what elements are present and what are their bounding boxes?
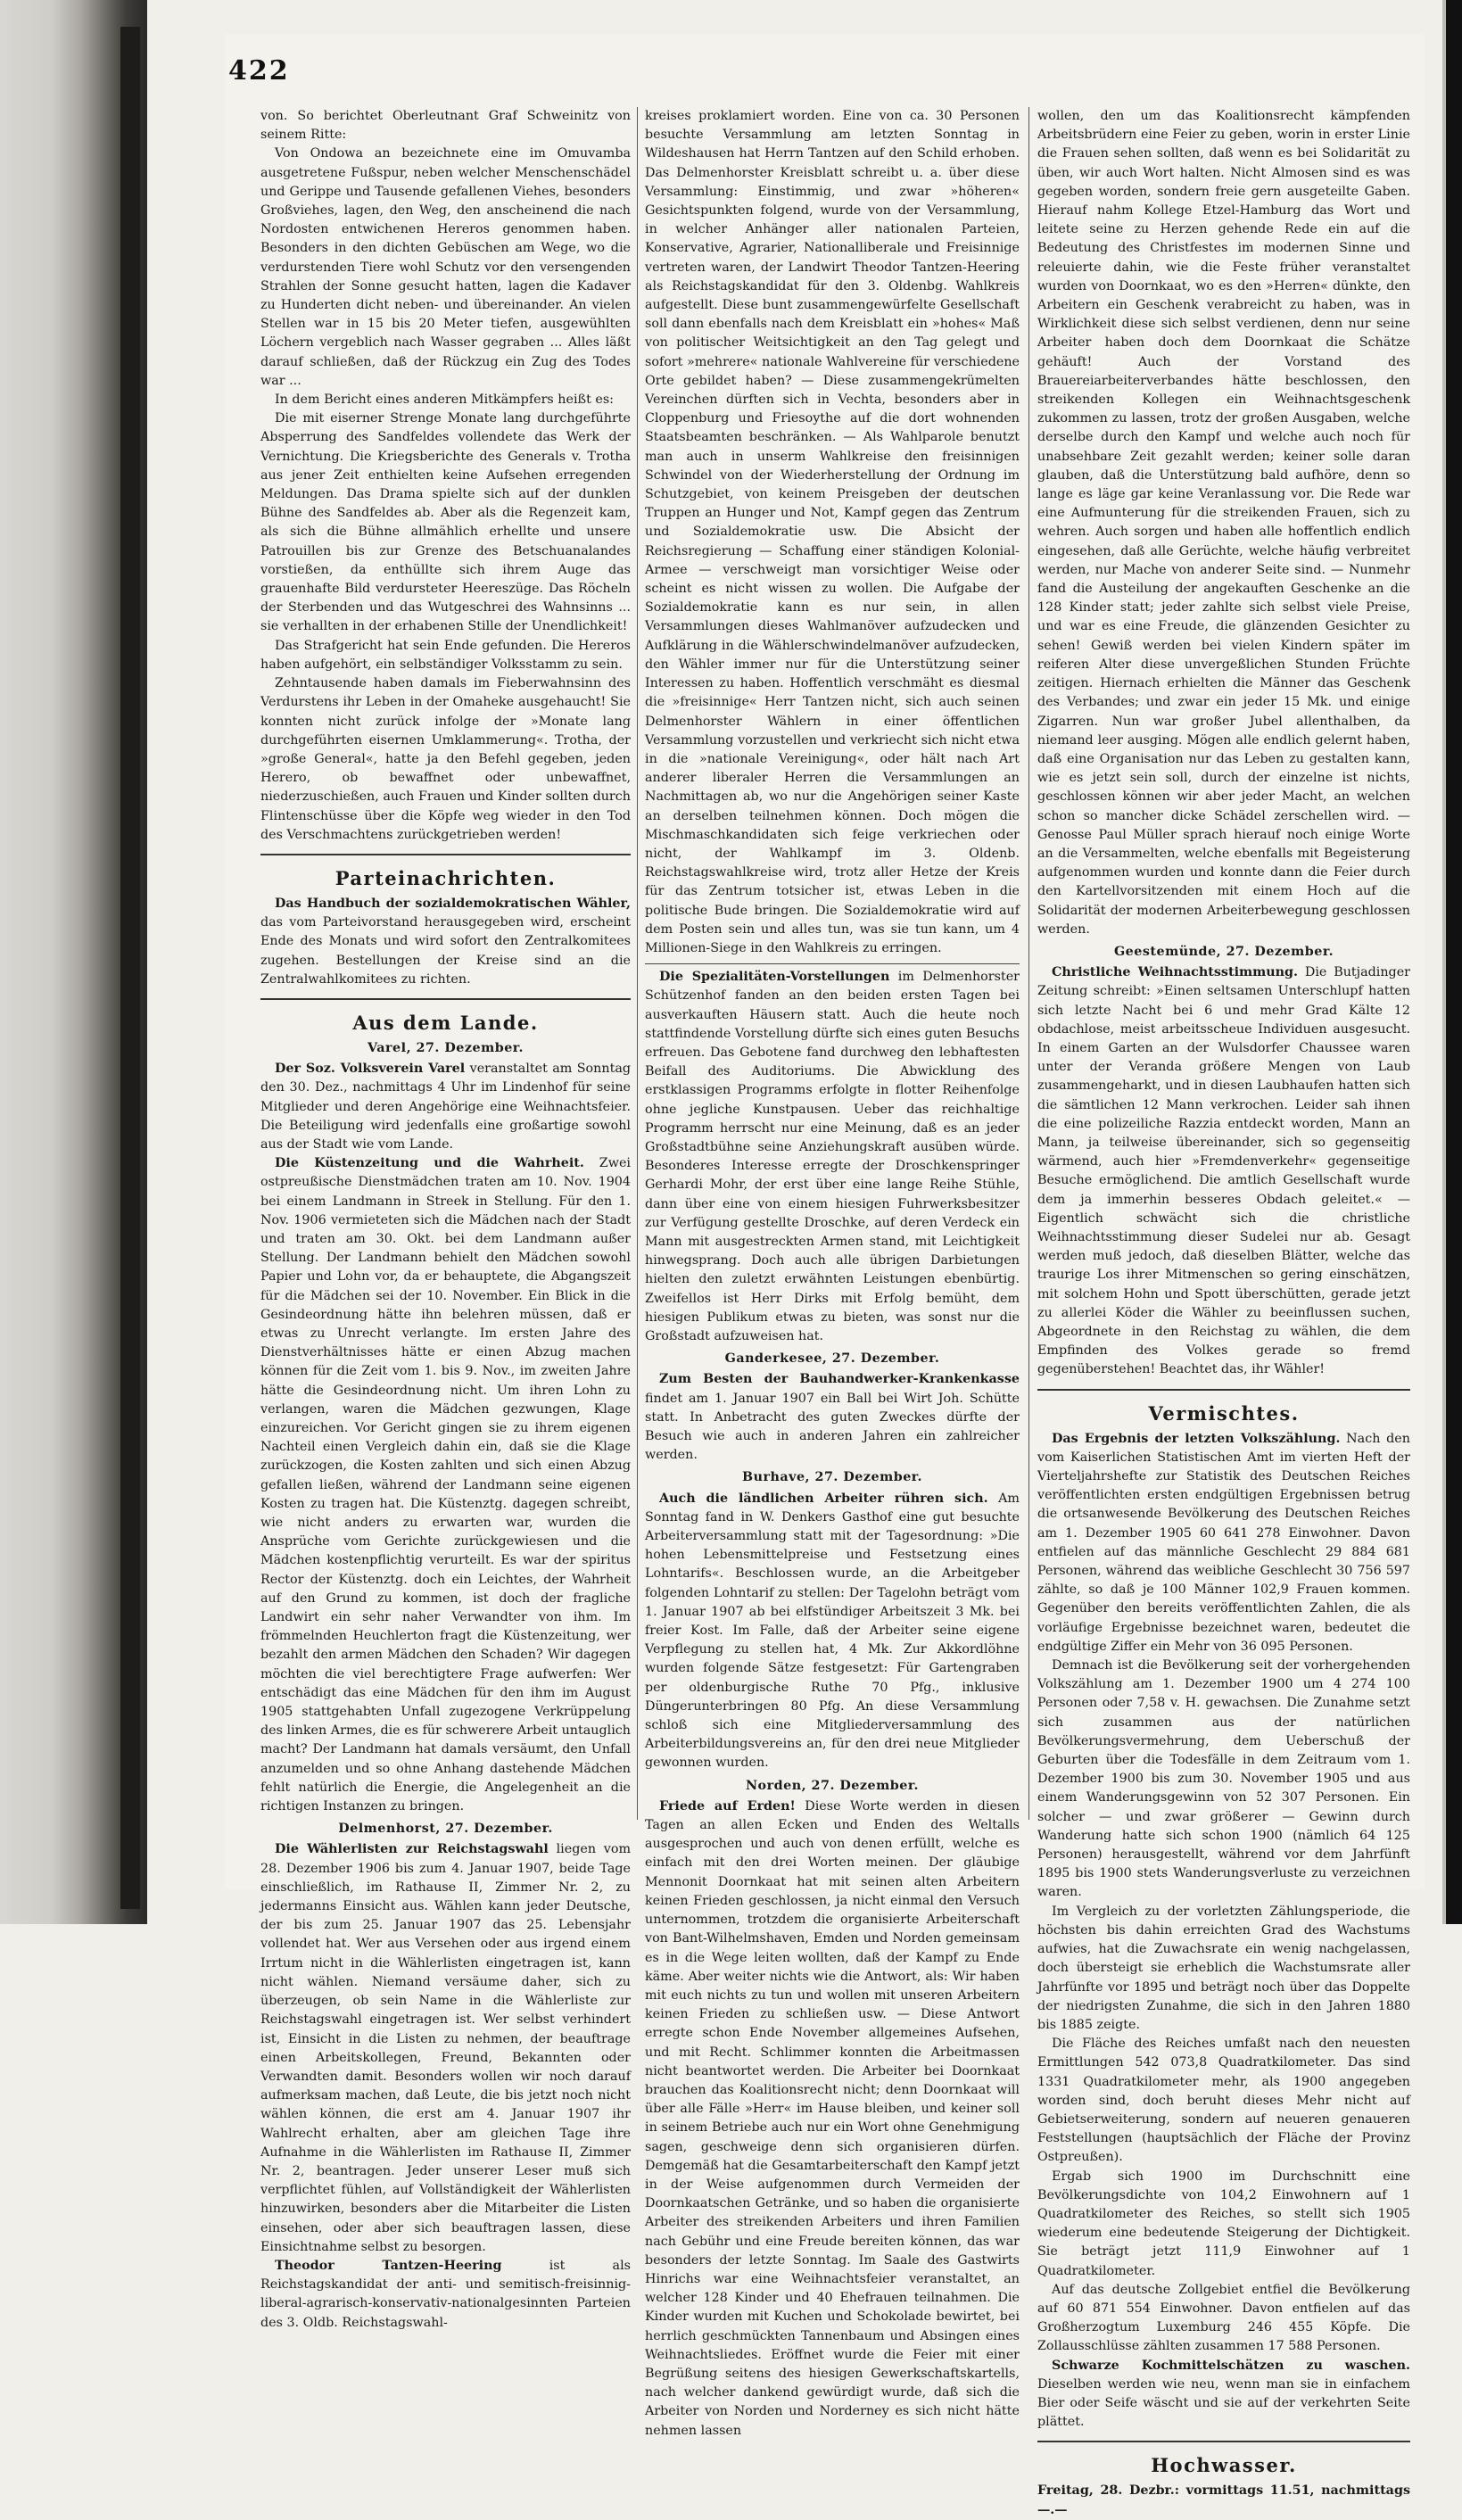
article-text: im Delmenhorster Schützenhof fanden an den beiden ersten Tagen bei ausverkauften Häusern statt. Auch die heute noch stattfindende Vorstellung dürfte sich eines guten Besuchs erfreuen. Das Gebotene fand durchweg den lebhaftesten Beifall des Auditoriums. Die Abwicklung des erstklassigen Programms erfolgte in flotter Reihenfolge ohne jegliche Kunstpausen. Ueber das reichhaltige Programm herrscht nur eine Meinung, daß es an jeder Großstadtbühne seine Anziehungskraft ausüben würde. Besonderes Interesse erregte der Droschkenspringer Gerhardi Mohr, der erst über eine lange Reihe Stühle, dann über eine von einem hiesigen Fuhrwerksbesitzer zur Verfügung gestellte Droschke, auf deren Verdeck ein Mann mit ausgestreckten Armen stand, mit Leichtigkeit hinwegsprang. Doch auch alle übrigen Darbietungen hielten den zuletzt erwähnten Leistungen ebenbürtig. Zweifellos ist Herr Dirks mit Erfolg bemüht, dem hiesigen Publikum etwas zu bieten, was sonst nur die Großstadt aufzuweisen hat.	[645, 970, 1020, 1343]
article-lead: Die Wählerlisten zur Reichstagswahl	[275, 1842, 549, 1857]
article-text: Am Sonntag fand in W. Denkers Gasthof eine gut besuchte Arbeiterversammlung statt mit der Tagesordnung: »Die hohen Lebensmittelpreise und Festsetzung eines Lohntarifs«. Beschlossen wurde, an die Arbeitgeber folgenden Lohntarif zu stellen: Der Tagelohn beträgt vom 1. Januar 1907 ab bei elfstündiger Arbeitszeit 3 Mk. bei freier Kost. Im Falle, daß der Arbeiter seine eigene Verpflegung zu stellen hat, 4 Mk. Zur Akkordlöhne wurden folgende Sätze festgesetzt: Für Gartengraben per oldenburgische Ruthe 70 Pfg., inklusive Düngerunterbringen 80 Pfg. An diese Versammlung schloß sich eine Mitgliederversammlung des Arbeiterbildungsvereins an, für den drei neue Mitglieder gewonnen wurden.	[645, 1491, 1020, 1771]
article-lead: Die Spezialitäten-Vorstellungen	[659, 970, 890, 985]
article-lead: Das Handbuch der sozialdemokratischen Wähler,	[275, 896, 631, 911]
scan-border	[1446, 0, 1462, 1924]
paragraph: von. So berichtet Oberleutnant Graf Schweinitz von seinem Ritte:	[260, 109, 631, 143]
article-lead: Friede auf Erden!	[659, 1798, 796, 1814]
article-lead: Der Soz. Volksverein Varel	[275, 1062, 466, 1077]
article-spezialitaeten	[645, 968, 1020, 1346]
paragraph: Die Fläche des Reiches umfaßt nach den neuesten Ermittlungen 542 073,8 Quadratkilometer. Das sind 1331 Quadratkilometer mehr, als 1900 angegeben worden sind, doch beruht dieses Mehr nicht auf Gebietserweiterung, sondern auf neueren genaueren Feststellungen (hauptsächlich der Fläche der Provinz Ostpreußen).	[1037, 2037, 1410, 2165]
article-text: liegen vom 28. Dezember 1906 bis zum 4. Januar 1907, beide Tage einschließlich, im Rathause II, Zimmer Nr. 2, zu jedermanns Einsicht aus. Wählen kann jeder Deutsche, der bis zum 25. Januar 1907 das 25. Lebensjahr vollendet hat. Wer aus Versehen oder aus irgend einem Irrtum nicht in die Wählerlisten eingetragen ist, kann nicht wählen. Niemand versäume daher, sich zu überzeugen, ob sein Name in die Wählerliste zur Reichstagswahl eingetragen ist. Wer selbst verhindert ist, Einsicht in die Listen zu nehmen, der beauftrage einen Arbeitskollegen, Freund, Bekannten oder Verwandten damit. Besonders wollen wir noch darauf aufmerksam machen, daß Leute, die bis jetzt noch nicht wählen können, die erst am 4. Januar 1907 ihr Wahlrecht erhalten, aber am gleichen Tage ihre Aufnahme in die Wählerlisten im Rathause II, Zimmer Nr. 2, beantragen. Jeder unserer Leser muß sich verpflichtet fühlen, auf Vollständigkeit der Wählerlisten hinzuwirken, besonders aber die Mitarbeiter die Listen einsehen, oder aber sich beauftragen lassen, diese Einsichtnahme selbst zu besorgen.	[260, 1842, 632, 2254]
paragraph: Von Ondowa an bezeichnete eine im Omuvamba ausgetretene Fußspur, neben welcher Menschenschädel und Gerippe und Tausende gefallenen Viehes, besonders Großviehes, lagen, den Weg, den anscheinend die nach Nordosten entwichenen Hereros genommen haben. Besonders in den dichten Gebüschen am Wege, wo die verdurstenden Tiere wohl Schutz vor den versengenden Strahlen der Sonne gesucht hatten, lagen die Kadaver zu Hunderten dicht neben- und übereinander. An vielen Stellen war in 15 bis 20 Meter tiefen, ausgewühlten Löchern vergeblich nach Wasser gegraben ... Alles läßt darauf schließen, daß der Rückzug ein Zug des Todes war ...	[260, 146, 631, 388]
tide-times: Freitag, 28. Dezbr.: vormittags 11.51, nachmittags —.—	[1037, 2483, 1410, 2517]
article-lead: Schwarze Kochmittelschätzen zu waschen.	[1052, 2358, 1410, 2373]
paragraph: Im Vergleich zu der vorletzten Zählungsperiode, die höchsten bis dahin erreichten Grad des Wachstums aufwies, hat die Zuwachsrate ein wenig nachgelassen, doch übersteigt sie erheblich die Wachstumsrate aller Jahrfünfte vor 1895 und beträgt noch über das Doppelte der niedrigsten Zunahme, die sich in den Jahren 1880 bis 1885 zeigte.	[1037, 1904, 1410, 2032]
paragraph: Zehntausende haben damals im Fieberwahnsinn des Verdurstens ihr Leben in der Omaheke ausgehaucht! Sie konnten nicht zurück infolge der »Monate lang durchgeführten eisernen Umklammerung«. Trotha, der »große General«, hatte ja den Befehl gegeben, jeden Herero, ob bewaffnet oder unbewaffnet, niederzuschießen, auch Frauen und Kinder sollten durch Flintenschüsse über die Köpfe weg wieder in den Tod des Verschmachtens zurückgetrieben werden!	[260, 676, 631, 842]
paragraph: In dem Bericht eines anderen Mitkämpfers heißt es:	[275, 392, 614, 408]
article-text: ist als Reichstagskandidat der anti- und semitisch-freisinnig-liberal-agrarisch-konservativ-nationalgesinnten Parteien des 3. Oldb. Reichstagswahl-	[260, 2258, 631, 2330]
column-rule	[1028, 107, 1029, 1820]
article-text: Zwei ostpreußische Dienstmädchen traten am 10. Nov. 1904 bei einem Landmann in Streek in Stellung. Für den 1. Nov. 1906 vermieteten sich die Mädchen nach der Stadt und traten am 30. Okt. bei dem Landmann außer Stellung. Der Landmann behielt den Mädchen sowohl Papier und Lohn vor, da er behauptete, die Abgangszeit für die Mädchen sei der 10. November. Ein Blick in die Gesindeordnung hätte ihn belehren müssen, daß er etwas zu Unrecht verlangte. Im ersten Jahre des Dienstverhältnisses hätte er einen Abzug machen können für die Zeit vom 1. bis 9. Nov., im zweiten Jahre hätte die Gesindeordnung nicht. Um ihren Lohn zu verlangen, waren die Mädchen gezwungen, Klage einzureichen. Vor Gericht gingen sie zu ihrem eigenen Nachteil einen Vergleich dahin ein, daß sie die Klage zurückzogen, die Kosten zahlten und sich einen Abzug gefallen ließen, während der Landmann seine eigenen Kosten zu tragen hat. Die Küstenztg. dagegen schreibt, wie nicht anders zu erwarten war, wurden die Ansprüche vom Gerichte zurückgewiesen und die Mädchen kostenpflichtig verurteilt. Es war der spiritus Rector der Küstenztg. doch ein Leichtes, der Wahrheit auf den Grund zu kommen, ist doch der fragliche Landwirt ein sehr naher Verwandter von ihm. Im frömmelnden Heuchlerton fragt die Küstenzeitung, wer bezahlt den armen Mädchen den Schaden? Wir dagegen möchten die viel berechtigtere Frage aufwerfen: Wer entschädigt das eine Mädchen für den ihm im August 1905 stattgehabten Unfall zugezogene Verkrüppelung des linken Armes, die es für schwerere Arbeit untauglich macht? Der Landmann hat damals versäumt, den Unfall anzumelden und so ohne Anhang dastehende Mädchen fehlt natürlich die Energie, die Angelegenheit an die richtigen Instanzen zu bringen.	[260, 1156, 632, 1814]
section-divider	[1037, 2441, 1410, 2448]
section-title-vermischtes: Vermischtes.	[1148, 1401, 1300, 1425]
article-parteihandbuch	[260, 895, 631, 989]
paragraph: Demnach ist die Bevölkerung seit der vorhergehenden Volkszählung am 1. Dezember 1900 um 4 274 100 Personen oder 7,58 v. H. gewachsen. Die Zunahme setzt sich zusammen aus der natürlichen Bevölkerungsvermehrung, dem Ueberschuß der Geburten über die Todesfälle in dem Zeitraum vom 1. Dezember 1900 bis zum 30. November 1905 und aus einem Wanderungsgewinn von 52 307 Personen. Ein solcher — und zwar größerer — Gewinn durch Wanderung hatte sich schon 1900 (nämlich 64 125 Personen) herausgestellt, während vor dem Jahrfünft 1895 bis 1900 stets Wanderungsverluste zu verzeichnen waren.	[1037, 1658, 1410, 1900]
article-lead: Christliche Weihnachtsstimmung.	[1052, 965, 1299, 980]
dateline: Burhave, 27. Dezember.	[741, 1470, 922, 1485]
paragraph: Die mit eiserner Strenge Monate lang durchgeführte Absperrung des Sandfeldes vollendete das Werk der Vernichtung. Die Kriegsberichte des Generals v. Trotha aus jener Zeit enthielten keine Aufsehen erregenden Meldungen. Das Drama spielte sich auf der dunklen Bühne des Sandfeldes ab. Aber als die Regenzeit kam, als sich die Bühne allmählich erhellte und unsere Patrouillen bis zur Grenze des Betschuanalandes vorstießen, da enthüllte sich ihrem Auge das grauenhafte Bild verdursteter Heereszüge. Das Röcheln der Sterbenden und das Wutgeschrei des Wahnsinns ... sie verhallten in der erhabenen Stille der Unendlichkeit!	[260, 411, 631, 634]
dateline: Delmenhorst, 27. Dezember.	[338, 1822, 553, 1837]
article-lead: Die Küstenzeitung und die Wahrheit.	[275, 1156, 584, 1171]
article-text: Nach den vom Kaiserlichen Statistischen Amt im vierten Heft der Vierteljahrshefte zur Statistik des Deutschen Reiches veröffentlichten ersten endgültigen Ergebnissen betrug die ortsanwesende Bevölkerung des Deutschen Reiches am 1. Dezember 1905 60 641 278 Einwohner. Davon entfielen auf das männliche Geschlecht 29 884 681 Personen, während das weibliche Geschlecht 30 756 597 zählte, so daß je 100 Männer 102,9 Frauen kommen. Gegenüber den bereits veröffentlichten Zahlen, die als vorläufige Ergebnisse bezeichnet waren, bedeutet die endgültige Ziffer ein Mehr von 36 095 Personen.	[1037, 1431, 1410, 1654]
article-waehlerlisten	[260, 1840, 631, 2256]
section-title-aus-dem-lande: Aus dem Lande.	[352, 1011, 539, 1034]
article-volksverein	[260, 1060, 631, 1154]
binding-edge	[120, 27, 140, 1909]
article-tantzen	[260, 2257, 631, 2333]
section-divider	[260, 854, 631, 861]
paragraph: kreises proklamiert worden. Eine von ca. 30 Personen besuchte Versammlung am letzten Sonntag in Wildeshausen hat Herrn Tantzen auf den Schild erhoben. Das Delmenhorster Kreisblatt schreibt u. a. über diese Versammlung: Einstimmig, und zwar »höheren« Gesichtspunkten folgend, wurde von der Versammlung, in welcher Anhänger aller nationalen Parteien, Konservative, Agrarier, Nationalliberale und Freisinnige vertreten waren, der Landwirt Theodor Tantzen-Heering als Reichstagskandidat für den 3. Oldenbg. Wahlkreis aufgestellt. Diese bunt zusammengewürfelte Gesellschaft soll dann ebenfalls nach dem Kreisblatt ein »hohes« Maß von politischer Weitsichtigkeit an den Tag gelegt und sofort »mehrere« nationale Wahlvereine für verschiedene Orte gebildet haben? — Diese zusammengekrümelten Vereinchen dürften sich in Vechta, besonders aber in Cloppenburg und Friesoythe auf die dort wohnenden Staatsbeamten beschränken. — Als Wahlparole benutzt man auch in unserm Wahlkreise den freisinnigen Schwindel von der Wiederherstellung der Ordnung im Schutzgebiet, von keinem Preisgeben der deutschen Truppen an Hunger und Not, Kampf gegen das Zentrum und Sozialdemokratie usw. Die Absicht der Reichsregierung — Schaffung einer ständigen Kolonial-Armee — verschweigt man vorsichtiger Weise oder scheint es nicht wissen zu wollen. Die Aufgabe der Sozialdemokratie kann es nur sein, in allen Versammlungen dieses Wahlmanöver aufzudecken und Aufklärung in die Wählerschwindelmanöver aufzudecken, den Wähler immer nur für die Unterstützung seiner Interessen zu haben. Hoffentlich verschmäht es diesmal die »freisinnige« Herr Tantzen nicht, sich auch seinen Delmenhorster Wählern in einer öffentlichen Versammlung vorzustellen und verkriecht sich nicht etwa in die »nationale Vereinigung«, oder hält nach Art anderer liberaler Herren die Versammlungen an Nachmittagen ab, wo nur die Angehörigen seiner Kaste an derselben teilnehmen können. Doch mögen die Mischmaschkandidaten sich feige verkriechen oder nicht, der Wahlkampf im 3. Oldenb. Reichstagswahlkreise wird, trotz aller Hetze der Kreis für das Zentrum totsicher ist, etwas Leben in die politische Bude bringen. Die Sozialdemokratie wird auf dem Posten sein und alles tun, was sie tun kann, um 4 Millionen-Siege in den Wahlkreis zu erringen.	[645, 109, 1020, 955]
dateline: Varel, 27. Dezember.	[367, 1040, 525, 1055]
article-text: Dieselben werden wie neu, wenn man sie in einfachem Bier oder Seife wäscht und sie auf der verkehrten Seite plättet.	[1037, 2376, 1410, 2430]
dateline: Norden, 27. Dezember.	[745, 1778, 920, 1793]
article-weihnachtsstimmung	[1037, 963, 1410, 1379]
article-text: veranstaltet am Sonntag den 30. Dez., nachmittags 4 Uhr im Lindenhof für seine Mitglieder und deren Angehörige eine Weihnachtsfeier. Die Beteiligung wird jedenfalls eine großartige sowohl aus der Stadt wie vom Lande.	[260, 1062, 631, 1152]
section-divider	[1037, 1389, 1410, 1396]
article-laendliche-arbeiter	[645, 1490, 1020, 1773]
paragraph: Auf das deutsche Zollgebiet entfiel die Bevölkerung auf 60 871 554 Einwohner. Davon entfielen auf das Großherzogtum Luxemburg 246 455 Köpfe. Die Zollausschlüsse zählten zusammen 17 588 Personen.	[1037, 2282, 1410, 2354]
section-divider	[260, 998, 631, 1005]
section-title-parteinachrichten: Parteinachrichten.	[335, 866, 557, 889]
article-lead: Zum Besten der Bauhandwerker-Krankenkasse	[659, 1372, 1020, 1387]
article-lead: Das Ergebnis der letzten Volkszählung.	[1052, 1431, 1341, 1446]
column-1	[260, 107, 632, 2330]
rule	[645, 963, 1020, 964]
column-3	[1037, 107, 1410, 2517]
article-text: findet am 1. Januar 1907 ein Ball bei Wirt Joh. Schütte statt. In Anbetracht des guten Zweckes dürfte der Besuch wie auch in anderen Jahren ein zahlreicher werden.	[645, 1391, 1020, 1463]
page-number: 422	[228, 55, 290, 87]
paragraph: wollen, den um das Koalitionsrecht kämpfenden Arbeitsbrüdern eine Feier zu geben, worin in erster Linie die Frauen sehen sollten, daß wenn es bei Solidarität zu üben, wir auch Wort halten. Nicht Almosen sind es was gegeben worden, sondern freie gern ausgeteilte Gaben. Hierauf nahm Kollege Etzel-Hamburg das Wort und leitete seine zu Herzen gehende Rede ein auf die Bedeutung des Christfestes im modernen Sinne und releuierte dahin, wie die Feste früher veranstaltet wurden von Doornkaat, wo es den »Herren« dünkte, den Arbeitern ein Geschenk verabreicht zu haben, was in Wirklichkeit diese sich selbst verdienen, denn nur seine Arbeiter haben doch dem Doornkaat die Schätze gehäuft! Auch der Vorstand des Brauereiarbeiterverbandes hätte beschlossen, den streikenden Kollegen ein Weihnachtsgeschenk zukommen zu lassen, trotz der großen Ausgaben, welche derselbe durch den Kampf und welche auch noch für unabsehbare Zeit gezahlt werden; keiner solle daran glauben, daß die Unterstützung bald aufhöre, denn so lange es läge gar keine Veranlassung vor. Die Rede war eine Aufmunterung für die streikenden Frauen, sich zu wehren. Auch sorgen und haben alle hoffentlich endlich eingesehen, daß alle Gerüchte, welche häufig verbreitet werden, nur Mache von anderer Seite sind. — Nunmehr fand die Austeilung der angekauften Geschenke an die 128 Kinder statt; jeder zahlte sich selbst viele Preise, und war es eine Freude, die glänzenden Gesichter zu sehen! Gewiß werden bei vielen Kindern später im reiferen Alter diese unvergeßlichen Stunden Früchte zeitigen. Hiernach erhielten die Männer das Geschenk des Verbandes; und zwar ein jeder 15 Mk. und einige Zigarren. Nun war großer Jubel allenthalben, da niemand leer ausging. Mögen alle endlich gelernt haben, daß eine Organisation nur das Leben zu gestalten kann, wie es jetzt sein soll, durch der einzelne ist nichts, geschlossen können wir aber jeder Macht, an welchen schon so mancher dicke Schädel zerschellen wird. — Genosse Paul Müller sprach hierauf noch einige Worte an die Versammelten, welche ebenfalls mit Begeisterung aufgenommen wurden und konnte dann die Feier durch den Kartellvorsitzenden mit einem Hoch auf die Solidarität der modernen Arbeiterbewegung geschlossen werden.	[1037, 109, 1410, 937]
article-bauhandwerker	[645, 1370, 1020, 1465]
article-lead: Theodor Tantzen-Heering	[275, 2258, 502, 2273]
section-title-hochwasser: Hochwasser.	[1151, 2454, 1297, 2477]
article-text: Die Butjadinger Zeitung schreibt: »Einen seltsamen Unterschlupf hatten sich letzte Nacht bei 6 und mehr Grad Kälte 12 obdachlose, meist arbeitsscheue Individuen ausgesucht. In einem Garten an der Wulsdorfer Chaussee waren unter der Veranda größere Mengen von Laub zusammengeharkt, und in diesen Laubhaufen hatten sich die sämtlichen 12 Mann verkrochen. Leider sah ihnen die eine polizeiliche Razzia entdeckt worden, Mann an Mann, ja teilweise übereinander, sich so gegenseitig wärmend, auch hier »Fremdenverkehr« gegenseitige Besuche ermöglichend. Die amtlich Gesellschaft wurde dem ja immerhin besseres Obdach geleitet.« — Eigentlich schwächt sich die christliche Weihnachtsstimmung dieser Sudelei nur ab. Gesagt werden muß jedoch, daß dieselben Blätter, welche das traurige Los ihrer Mitmenschen so gering einschätzen, mit solchem Hohn und Spott überschütten, gerade jetzt zu allerlei Köder die Wähler zu beeinflussen suchen, Abgeordnete in den Reichstag zu wählen, die dem Empfinden des Volkes gerade so fremd gegenüberstehen! Beachtet das, ihr Wähler!	[1037, 965, 1410, 1377]
article-kuestenzeitung	[260, 1154, 631, 1816]
article-haushaltstipp	[1037, 2357, 1410, 2433]
dateline: Ganderkesee, 27. Dezember.	[724, 1351, 940, 1367]
dateline: Geestemünde, 27. Dezember.	[1113, 944, 1334, 959]
paragraph: Das Strafgericht hat sein Ende gefunden. Die Hereros haben aufgehört, ein selbständiger Volksstamm zu sein.	[260, 638, 631, 672]
article-volkszaehlung	[1037, 1430, 1410, 1657]
article-friede-auf-erden	[645, 1797, 1020, 2441]
paragraph: Ergab sich 1900 im Durchschnitt eine Bevölkerungsdichte von 104,2 Einwohnern auf 1 Quadratkilometer des Reiches, so stellt sich 1905 wiederum eine bedeutende Steigerung der Dichtigkeit. Sie beträgt jetzt 111,9 Einwohner auf 1 Quadratkilometer.	[1037, 2169, 1410, 2278]
article-text: das vom Parteivorstand herausgegeben wird, erscheint Ende des Monats und wird sofort den Zentralkomitees zugehen. Bestellungen der Kreise sind an die Zentralwahlkomitees zu richten.	[260, 915, 631, 987]
column-rule	[637, 107, 638, 1820]
column-2	[645, 107, 1020, 2438]
article-lead: Auch die ländlichen Arbeiter rühren sich.	[659, 1491, 988, 1506]
article-text: Diese Worte werden in diesen Tagen an allen Ecken und Enden des Weltalls ausgesprochen und auch von denen erfüllt, welche es einfach mit den drei Worten meinen. Der gläubige Mennonit Doornkaat hat mit seinen alten Arbeitern keinen Frieden geschlossen, ja nicht einmal den Versuch unternommen, trotzdem die organisierte Arbeiterschaft von Bant-Wilhelmshaven, Emden und Norden gemeinsam es in die Wege leiten wollten, daß der Kampf zu Ende käme. Aber weiter nichts wie die Antwort, als: Wir haben mit euch nichts zu tun und wollen mit unseren Arbeitern keinen Frieden zu schließen usw. — Diese Antwort erregte schon Ende November allgemeines Aufsehen, und mit Recht. Schlimmer konnten die Arbeitmassen nicht beantwortet werden. Die Arbeiter bei Doornkaat brauchen das Koalitionsrecht nicht; denn Doornkaat will über alle Fälle »Herr« im Hause bleiben, und keiner soll in seinem Betriebe auch nur ein Wort ohne Genehmigung sagen, geschweige denn sich organisieren dürfen. Demgemäß hat die Gesamtarbeiterschaft den Kampf jetzt in der Weise aufgenommen durch Vermeiden der Doornkaatschen Getränke, und so haben die organisierte Arbeiter des streikenden Arbeiters und ihren Familien nach Gebühr und eine Freude bereiten können, das war besonders der letzte Sonntag. Im Saale des Gastwirts Hinrichs war eine Weihnachtsfeier veranstaltet, an welcher 128 Kinder und 40 Ehefrauen teilnahmen. Die Kinder wurden mit Kuchen und Schokolade bewirtet, bei herrlich geschmückten Tannenbaum und Absingen eines Weihnachtsliedes. Eröffnet wurde die Feier mit einer Begrüßung seitens des hiesigen Gewerkschaftskartells, nach welcher dankend gewürdigt wurde, daß sich die Arbeiter von Norden und Norderney es sich nicht hätte nehmen lassen	[645, 1798, 1020, 2438]
